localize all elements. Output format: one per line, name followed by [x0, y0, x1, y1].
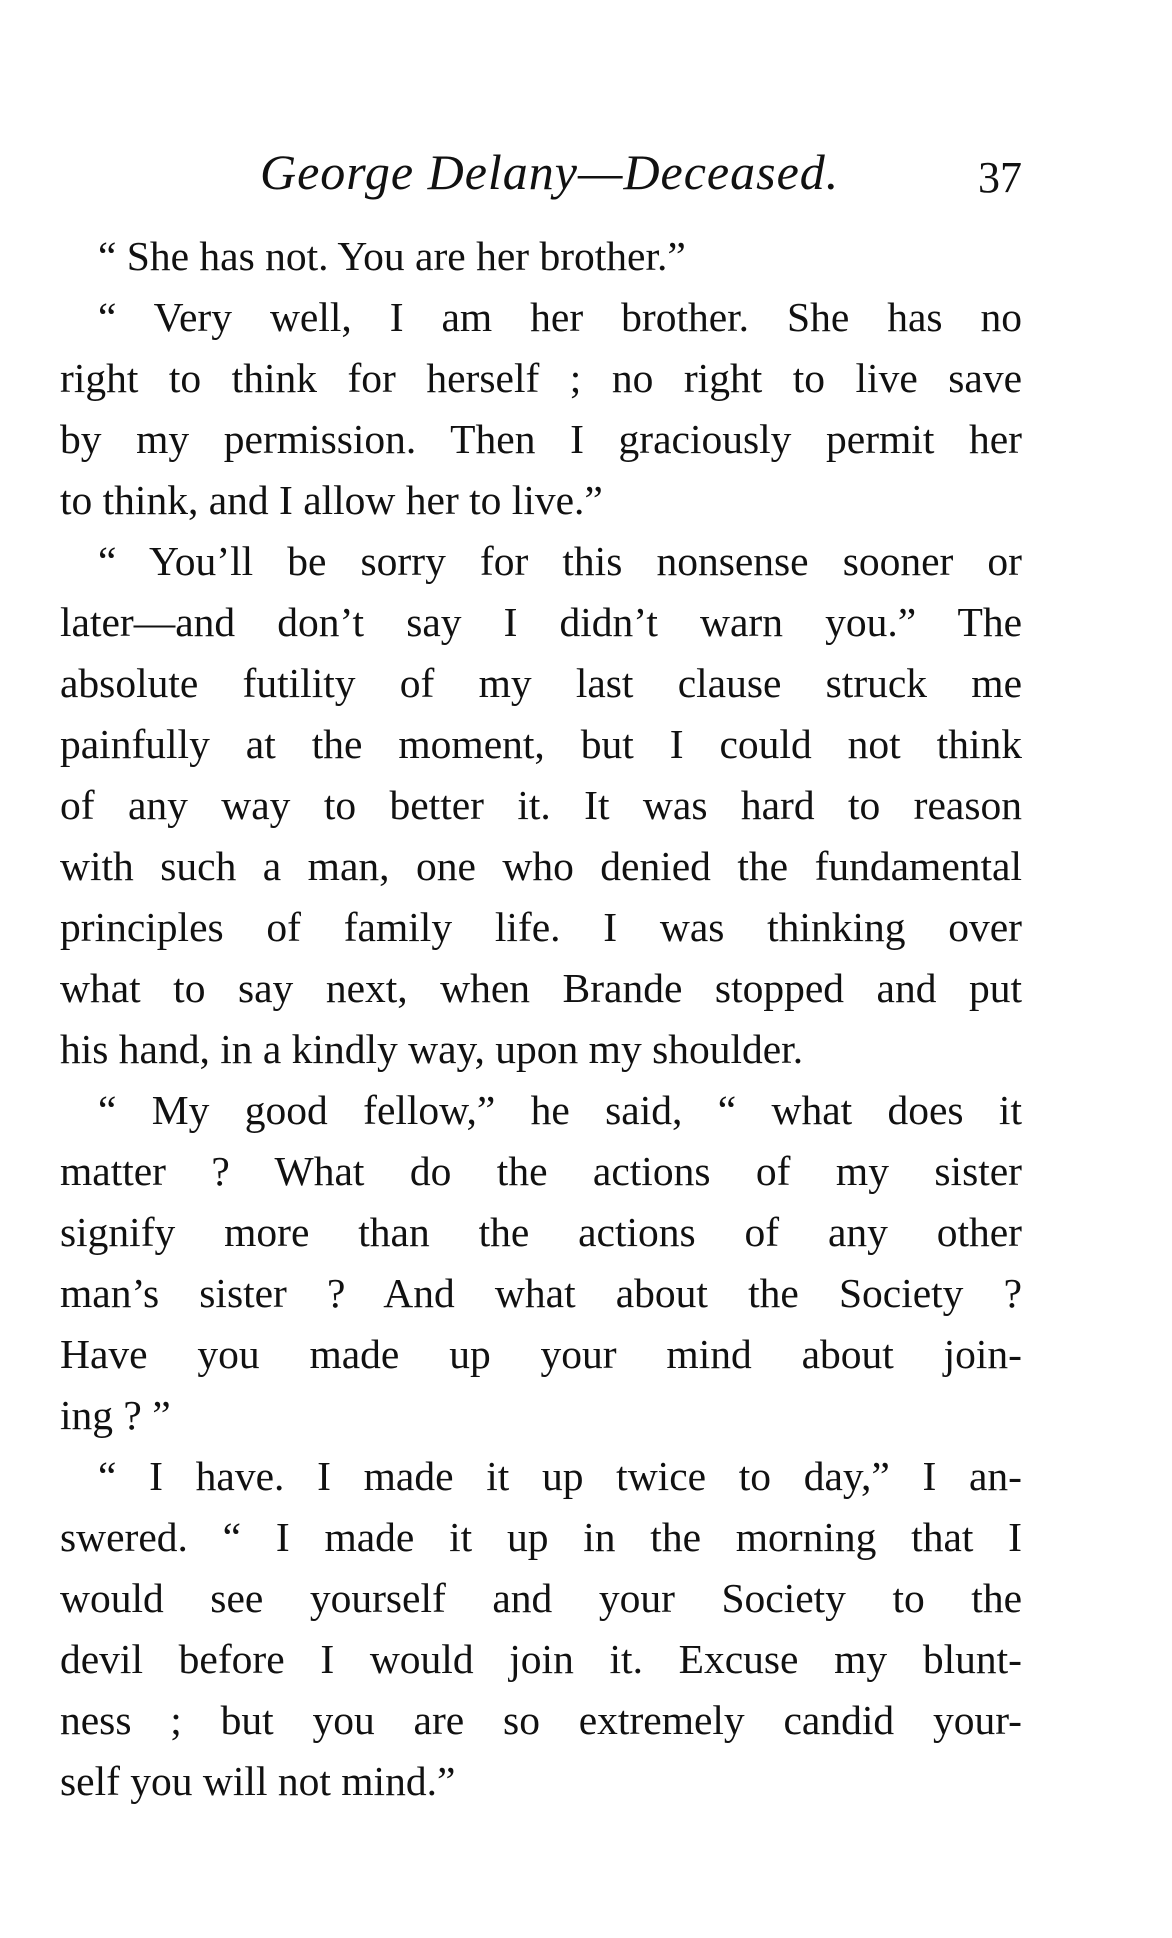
- body-text: [60, 226, 1022, 1812]
- text-line: painfully at the moment, but I could not think: [60, 721, 1022, 767]
- paragraph: [60, 287, 1022, 531]
- text-line: devil before I would join it. Excuse my blunt-: [60, 1636, 1022, 1682]
- text-line: principles of family life. I was thinking over: [60, 904, 1022, 950]
- text-line: Have you made up your mind about join-: [60, 1331, 1022, 1377]
- running-header: [60, 140, 1022, 210]
- paragraph: [60, 1080, 1022, 1446]
- text-line: with such a man, one who denied the fundamental: [60, 843, 1022, 889]
- text-line: signify more than the actions of any other: [60, 1209, 1022, 1255]
- text-line: would see yourself and your Society to the: [60, 1575, 1022, 1621]
- text-line: ness ; but you are so extremely candid your-: [60, 1697, 1022, 1743]
- text-line: what to say next, when Brande stopped and put: [60, 965, 1022, 1011]
- text-line: to think, and I allow her to live.”: [60, 477, 603, 523]
- text-line: of any way to better it. It was hard to reason: [60, 782, 1022, 828]
- text-line: later—and don’t say I didn’t warn you.” The: [60, 599, 1022, 645]
- text-line: his hand, in a kindly way, upon my shoulder.: [60, 1026, 804, 1072]
- text-line: self you will not mind.”: [60, 1758, 456, 1804]
- text-line: “ I have. I made it up twice to day,” I an-: [98, 1453, 1022, 1499]
- page-number: 37: [978, 153, 1022, 202]
- text-line: by my permission. Then I graciously permit her: [60, 416, 1022, 462]
- running-title: George Delany—Deceased.: [260, 144, 840, 200]
- text-line: ing ? ”: [60, 1392, 171, 1438]
- text-line: absolute futility of my last clause struck me: [60, 660, 1022, 706]
- text-line: matter ? What do the actions of my sister: [60, 1148, 1022, 1194]
- text-line: “ She has not. You are her brother.”: [98, 233, 686, 279]
- text-line: “ My good fellow,” he said, “ what does it: [98, 1087, 1022, 1133]
- text-line: right to think for herself ; no right to live save: [60, 355, 1022, 401]
- text-line: man’s sister ? And what about the Society ?: [60, 1270, 1022, 1316]
- paragraph: [60, 531, 1022, 1080]
- text-line: swered. “ I made it up in the morning that I: [60, 1514, 1022, 1560]
- paragraph: [60, 226, 1022, 287]
- paragraph: [60, 1446, 1022, 1812]
- text-line: “ You’ll be sorry for this nonsense sooner or: [98, 538, 1022, 584]
- text-line: “ Very well, I am her brother. She has no: [98, 294, 1022, 340]
